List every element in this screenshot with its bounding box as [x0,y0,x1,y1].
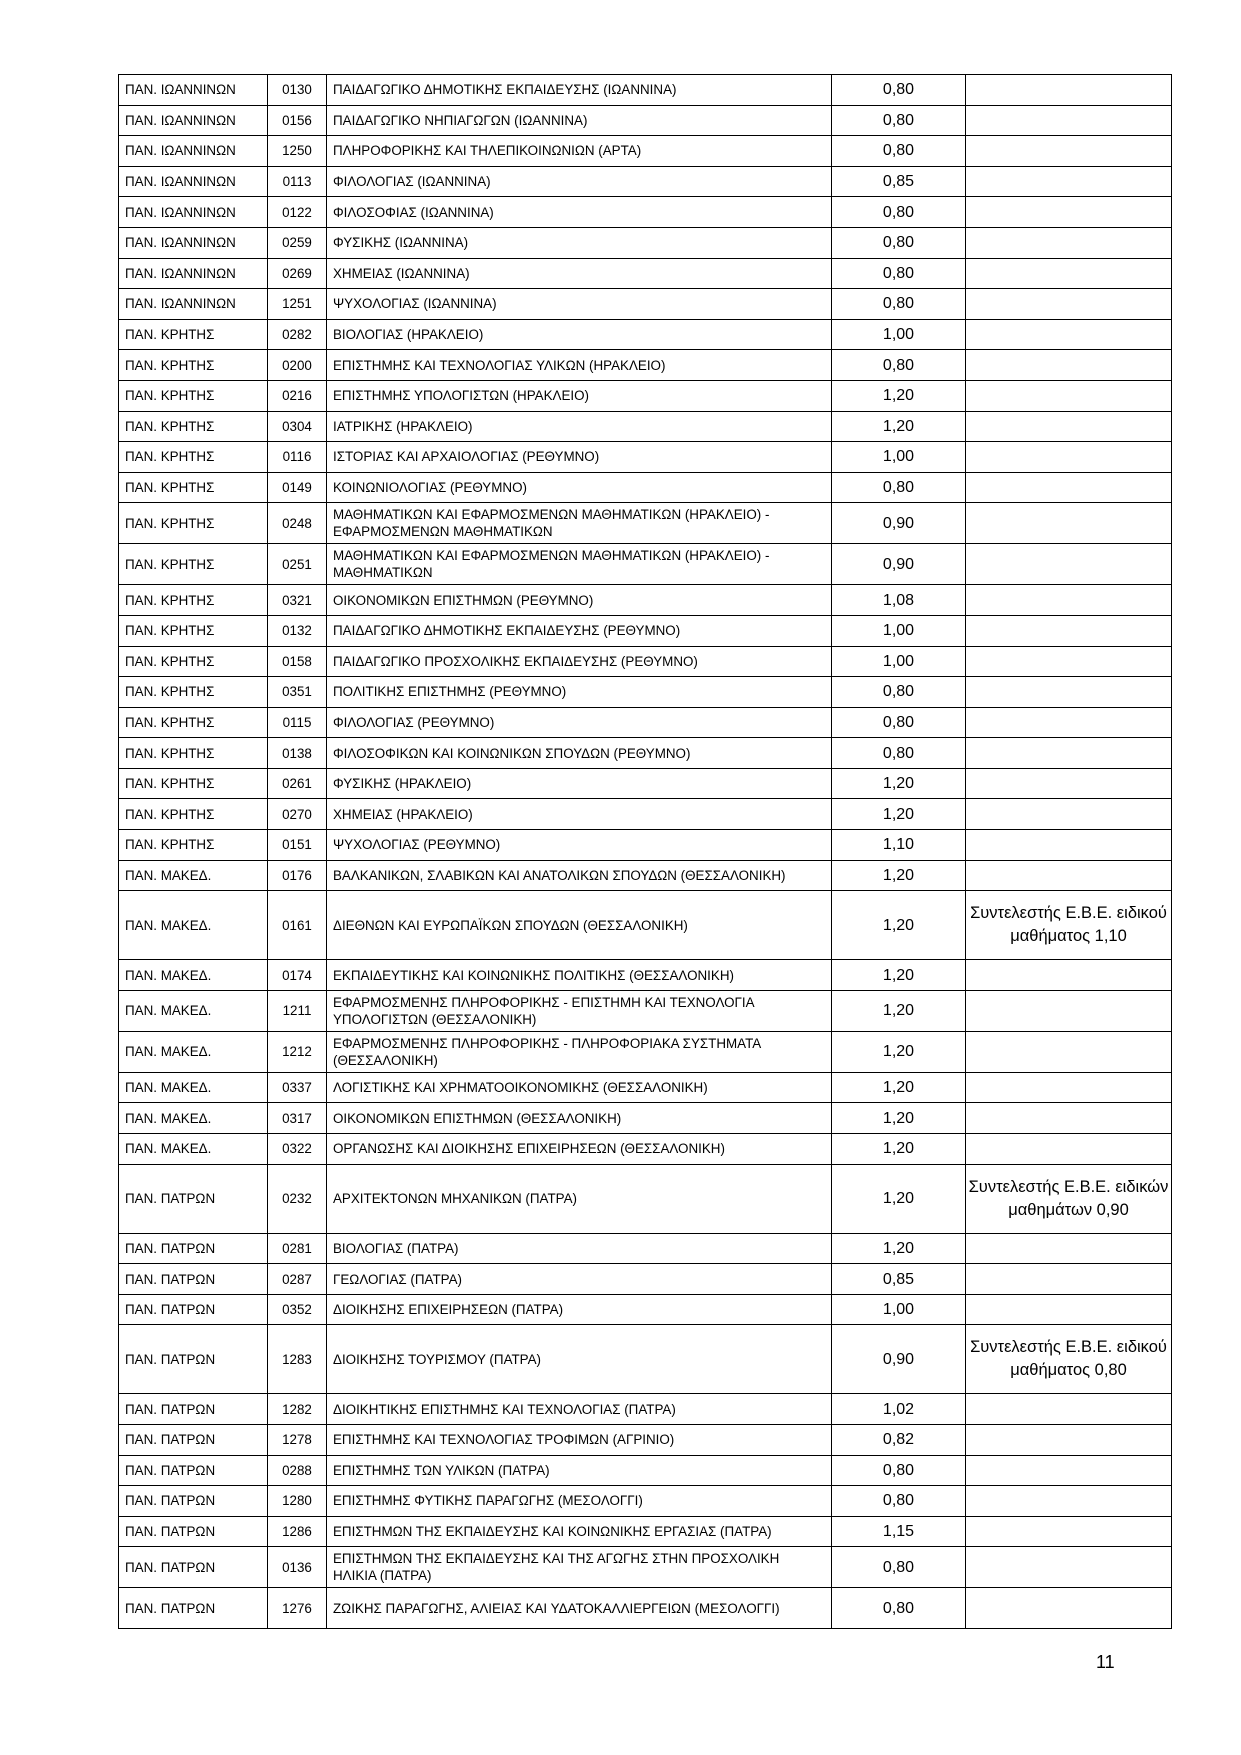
code-cell: 0174 [268,960,327,991]
table-row [119,258,1172,289]
note-cell [966,990,1172,1031]
department-cell: ΠΟΛΙΤΙΚΗΣ ΕΠΙΣΤΗΜΗΣ (ΡΕΘΥΜΝΟ) [327,677,832,708]
coefficient-cell: 1,15 [832,1516,966,1547]
note-cell [966,380,1172,411]
table-row [119,1455,1172,1486]
university-cell: ΠΑΝ. ΠΑΤΡΩΝ [119,1455,268,1486]
department-cell: ΠΑΙΔΑΓΩΓΙΚΟ ΠΡΟΣΧΟΛΙΚΗΣ ΕΚΠΑΙΔΕΥΣΗΣ (ΡΕΘΥΜΝΟ) [327,646,832,677]
university-cell: ΠΑΝ. ΚΡΗΤΗΣ [119,319,268,350]
university-cell: ΠΑΝ. ΚΡΗΤΗΣ [119,707,268,738]
coefficient-cell: 0,80 [832,707,966,738]
table-row [119,380,1172,411]
university-cell: ΠΑΝ. ΜΑΚΕΔ. [119,960,268,991]
table-row [119,1031,1172,1072]
department-cell: ΕΠΙΣΤΗΜΩΝ ΤΗΣ ΕΚΠΑΙΔΕΥΣΗΣ ΚΑΙ ΚΟΙΝΩΝΙΚΗΣ ΕΡΓΑΣΙΑΣ (ΠΑΤΡΑ) [327,1516,832,1547]
coefficient-cell: 0,82 [832,1425,966,1456]
university-cell: ΠΑΝ. ΜΑΚΕΔ. [119,990,268,1031]
code-cell: 0270 [268,799,327,830]
table-row [119,1264,1172,1295]
code-cell: 0232 [268,1164,327,1233]
note-cell [966,1516,1172,1547]
department-cell: ΜΑΘΗΜΑΤΙΚΩΝ ΚΑΙ ΕΦΑΡΜΟΣΜΕΝΩΝ ΜΑΘΗΜΑΤΙΚΩΝ (ΗΡΑΚΛΕΙΟ) - ΕΦΑΡΜΟΣΜΕΝΩΝ ΜΑΘΗΜΑΤΙΚΩΝ [327,503,832,544]
department-cell: ΛΟΓΙΣΤΙΚΗΣ ΚΑΙ ΧΡΗΜΑΤΟΟΙΚΟΝΟΜΙΚΗΣ (ΘΕΣΣΑΛΟΝΙΚΗ) [327,1072,832,1103]
code-cell: 0351 [268,677,327,708]
department-cell: ΕΠΙΣΤΗΜΗΣ ΥΠΟΛΟΓΙΣΤΩΝ (ΗΡΑΚΛΕΙΟ) [327,380,832,411]
coefficient-cell: 0,80 [832,350,966,381]
code-cell: 1280 [268,1486,327,1517]
code-cell: 0200 [268,350,327,381]
department-cell: ΧΗΜΕΙΑΣ (ΗΡΑΚΛΕΙΟ) [327,799,832,830]
document-page [118,74,1171,1629]
note-cell [966,1394,1172,1425]
coefficient-cell: 1,20 [832,799,966,830]
note-cell [966,615,1172,646]
table-row [119,1516,1172,1547]
university-cell: ΠΑΝ. ΠΑΤΡΩΝ [119,1325,268,1394]
university-cell: ΠΑΝ. ΜΑΚΕΔ. [119,1134,268,1165]
note-cell [966,1294,1172,1325]
university-cell: ΠΑΝ. ΚΡΗΤΗΣ [119,830,268,861]
department-cell: ΙΑΤΡΙΚΗΣ (ΗΡΑΚΛΕΙΟ) [327,411,832,442]
note-cell: Συντελεστής Ε.Β.Ε. ειδικού μαθήματος 1,10 [966,891,1172,960]
code-cell: 0176 [268,860,327,891]
table-row [119,1164,1172,1233]
table-row [119,615,1172,646]
department-cell: ΦΙΛΟΛΟΓΙΑΣ (ΙΩΑΝΝΙΝΑ) [327,166,832,197]
note-cell [966,646,1172,677]
code-cell: 0317 [268,1103,327,1134]
note-cell [966,830,1172,861]
table-row [119,1394,1172,1425]
code-cell: 0132 [268,615,327,646]
coefficient-cell: 1,20 [832,1072,966,1103]
code-cell: 1286 [268,1516,327,1547]
coefficient-cell: 0,80 [832,258,966,289]
department-cell: ΕΠΙΣΤΗΜΩΝ ΤΗΣ ΕΚΠΑΙΔΕΥΣΗΣ ΚΑΙ ΤΗΣ ΑΓΩΓΗΣ ΣΤΗΝ ΠΡΟΣΧΟΛΙΚΗ ΗΛΙΚΙΑ (ΠΑΤΡΑ) [327,1547,832,1588]
note-cell [966,1233,1172,1264]
note-cell [966,197,1172,228]
note-cell [966,105,1172,136]
table-row [119,1547,1172,1588]
code-cell: 0287 [268,1264,327,1295]
note-cell [966,166,1172,197]
coefficient-cell: 0,80 [832,105,966,136]
coefficient-cell: 1,20 [832,1233,966,1264]
university-cell: ΠΑΝ. ΚΡΗΤΗΣ [119,585,268,616]
code-cell: 0281 [268,1233,327,1264]
code-cell: 1211 [268,990,327,1031]
department-cell: ΔΙΕΘΝΩΝ ΚΑΙ ΕΥΡΩΠΑΪΚΩΝ ΣΠΟΥΔΩΝ (ΘΕΣΣΑΛΟΝΙΚΗ) [327,891,832,960]
coefficient-cell: 0,80 [832,197,966,228]
note-cell [966,707,1172,738]
coefficient-cell: 1,10 [832,830,966,861]
department-cell: ΕΦΑΡΜΟΣΜΕΝΗΣ ΠΛΗΡΟΦΟΡΙΚΗΣ - ΕΠΙΣΤΗΜΗ ΚΑΙ ΤΕΧΝΟΛΟΓΙΑ ΥΠΟΛΟΓΙΣΤΩΝ (ΘΕΣΣΑΛΟΝΙΚΗ) [327,990,832,1031]
university-cell: ΠΑΝ. ΙΩΑΝΝΙΝΩΝ [119,197,268,228]
code-cell: 0269 [268,258,327,289]
table-row [119,1325,1172,1394]
code-cell: 0259 [268,227,327,258]
department-cell: ΙΣΤΟΡΙΑΣ ΚΑΙ ΑΡΧΑΙΟΛΟΓΙΑΣ (ΡΕΘΥΜΝΟ) [327,442,832,473]
coefficient-cell: 1,20 [832,380,966,411]
code-cell: 0156 [268,105,327,136]
coefficient-cell: 0,80 [832,1486,966,1517]
table-row [119,105,1172,136]
coefficient-cell: 1,20 [832,960,966,991]
table-row [119,768,1172,799]
coefficient-cell: 0,80 [832,75,966,106]
university-cell: ΠΑΝ. ΠΑΤΡΩΝ [119,1425,268,1456]
university-cell: ΠΑΝ. ΙΩΑΝΝΙΝΩΝ [119,258,268,289]
note-cell [966,1134,1172,1165]
table-row [119,411,1172,442]
department-cell: ΟΡΓΑΝΩΣΗΣ ΚΑΙ ΔΙΟΙΚΗΣΗΣ ΕΠΙΧΕΙΡΗΣΕΩΝ (ΘΕΣΣΑΛΟΝΙΚΗ) [327,1134,832,1165]
table-row [119,1103,1172,1134]
university-cell: ΠΑΝ. ΚΡΗΤΗΣ [119,799,268,830]
note-cell [966,503,1172,544]
university-cell: ΠΑΝ. ΠΑΤΡΩΝ [119,1264,268,1295]
table-row [119,1233,1172,1264]
code-cell: 0304 [268,411,327,442]
coefficient-cell: 0,90 [832,544,966,585]
table-row [119,585,1172,616]
code-cell: 0288 [268,1455,327,1486]
table-row [119,1134,1172,1165]
note-cell [966,319,1172,350]
note-cell [966,227,1172,258]
note-cell [966,544,1172,585]
coefficient-cell: 0,80 [832,1588,966,1629]
code-cell: 0158 [268,646,327,677]
university-cell: ΠΑΝ. ΚΡΗΤΗΣ [119,544,268,585]
coefficient-cell: 0,85 [832,1264,966,1295]
note-cell [966,799,1172,830]
table-row [119,799,1172,830]
university-cell: ΠΑΝ. ΚΡΗΤΗΣ [119,411,268,442]
university-cell: ΠΑΝ. ΜΑΚΕΔ. [119,891,268,960]
coefficient-cell: 0,90 [832,503,966,544]
note-cell: Συντελεστής Ε.Β.Ε. ειδικών μαθημάτων 0,90 [966,1164,1172,1233]
coefficient-cell: 1,00 [832,1294,966,1325]
code-cell: 0282 [268,319,327,350]
department-cell: ΕΠΙΣΤΗΜΗΣ ΦΥΤΙΚΗΣ ΠΑΡΑΓΩΓΗΣ (ΜΕΣΟΛΟΓΓΙ) [327,1486,832,1517]
department-cell: ΦΙΛΟΛΟΓΙΑΣ (ΡΕΘΥΜΝΟ) [327,707,832,738]
department-cell: ΧΗΜΕΙΑΣ (ΙΩΑΝΝΙΝΑ) [327,258,832,289]
table-row [119,136,1172,167]
table-row [119,350,1172,381]
department-cell: ΒΙΟΛΟΓΙΑΣ (ΗΡΑΚΛΕΙΟ) [327,319,832,350]
coefficient-cell: 1,20 [832,1031,966,1072]
department-cell: ΨΥΧΟΛΟΓΙΑΣ (ΡΕΘΥΜΝΟ) [327,830,832,861]
note-cell [966,1486,1172,1517]
department-cell: ΕΚΠΑΙΔΕΥΤΙΚΗΣ ΚΑΙ ΚΟΙΝΩΝΙΚΗΣ ΠΟΛΙΤΙΚΗΣ (ΘΕΣΣΑΛΟΝΙΚΗ) [327,960,832,991]
note-cell [966,1103,1172,1134]
note-cell: Συντελεστής Ε.Β.Ε. ειδικού μαθήματος 0,80 [966,1325,1172,1394]
university-cell: ΠΑΝ. ΜΑΚΕΔ. [119,1072,268,1103]
university-cell: ΠΑΝ. ΚΡΗΤΗΣ [119,380,268,411]
coefficient-cell: 0,80 [832,289,966,320]
coefficient-cell: 0,80 [832,677,966,708]
code-cell: 1278 [268,1425,327,1456]
table-row [119,830,1172,861]
code-cell: 1282 [268,1394,327,1425]
university-cell: ΠΑΝ. ΚΡΗΤΗΣ [119,615,268,646]
table-row [119,646,1172,677]
code-cell: 1212 [268,1031,327,1072]
code-cell: 1250 [268,136,327,167]
university-cell: ΠΑΝ. ΚΡΗΤΗΣ [119,350,268,381]
code-cell: 0149 [268,472,327,503]
university-cell: ΠΑΝ. ΚΡΗΤΗΣ [119,472,268,503]
table-row [119,1486,1172,1517]
university-cell: ΠΑΝ. ΙΩΑΝΝΙΝΩΝ [119,289,268,320]
table-row [119,544,1172,585]
note-cell [966,585,1172,616]
note-cell [966,960,1172,991]
table-row [119,738,1172,769]
table-row [119,289,1172,320]
coefficient-cell: 1,20 [832,1134,966,1165]
code-cell: 0248 [268,503,327,544]
university-cell: ΠΑΝ. ΚΡΗΤΗΣ [119,768,268,799]
department-cell: ΨΥΧΟΛΟΓΙΑΣ (ΙΩΑΝΝΙΝΑ) [327,289,832,320]
code-cell: 0138 [268,738,327,769]
code-cell: 0321 [268,585,327,616]
coefficient-cell: 1,00 [832,319,966,350]
coefficient-cell: 0,80 [832,227,966,258]
university-cell: ΠΑΝ. ΙΩΑΝΝΙΝΩΝ [119,136,268,167]
note-cell [966,411,1172,442]
university-cell: ΠΑΝ. ΙΩΑΝΝΙΝΩΝ [119,166,268,197]
coefficient-cell: 1,20 [832,990,966,1031]
note-cell [966,1425,1172,1456]
university-cell: ΠΑΝ. ΙΩΑΝΝΙΝΩΝ [119,227,268,258]
coefficient-cell: 0,80 [832,738,966,769]
department-cell: ΒΑΛΚΑΝΙΚΩΝ, ΣΛΑΒΙΚΩΝ ΚΑΙ ΑΝΑΤΟΛΙΚΩΝ ΣΠΟΥΔΩΝ (ΘΕΣΣΑΛΟΝΙΚΗ) [327,860,832,891]
note-cell [966,1547,1172,1588]
code-cell: 0113 [268,166,327,197]
coefficient-cell: 1,00 [832,442,966,473]
note-cell [966,1264,1172,1295]
coefficient-cell: 1,08 [832,585,966,616]
department-cell: ΦΙΛΟΣΟΦΙΑΣ (ΙΩΑΝΝΙΝΑ) [327,197,832,228]
coefficient-cell: 1,20 [832,891,966,960]
note-cell [966,677,1172,708]
coefficient-cell: 1,00 [832,646,966,677]
coefficient-cell: 1,02 [832,1394,966,1425]
university-cell: ΠΑΝ. ΠΑΤΡΩΝ [119,1394,268,1425]
table-row [119,1072,1172,1103]
code-cell: 0261 [268,768,327,799]
table-row [119,707,1172,738]
table-row [119,1588,1172,1629]
university-cell: ΠΑΝ. ΜΑΚΕΔ. [119,860,268,891]
university-cell: ΠΑΝ. ΚΡΗΤΗΣ [119,503,268,544]
table-row [119,442,1172,473]
department-cell: ΑΡΧΙΤΕΚΤΟΝΩΝ ΜΗΧΑΝΙΚΩΝ (ΠΑΤΡΑ) [327,1164,832,1233]
coefficient-cell: 0,80 [832,136,966,167]
table-row [119,677,1172,708]
department-cell: ΜΑΘΗΜΑΤΙΚΩΝ ΚΑΙ ΕΦΑΡΜΟΣΜΕΝΩΝ ΜΑΘΗΜΑΤΙΚΩΝ (ΗΡΑΚΛΕΙΟ) - ΜΑΘΗΜΑΤΙΚΩΝ [327,544,832,585]
note-cell [966,1455,1172,1486]
code-cell: 0136 [268,1547,327,1588]
university-cell: ΠΑΝ. ΚΡΗΤΗΣ [119,738,268,769]
note-cell [966,289,1172,320]
note-cell [966,258,1172,289]
code-cell: 0337 [268,1072,327,1103]
coefficient-cell: 1,20 [832,1164,966,1233]
coefficients-table [118,74,1172,1629]
coefficient-cell: 0,80 [832,472,966,503]
university-cell: ΠΑΝ. ΚΡΗΤΗΣ [119,646,268,677]
code-cell: 0352 [268,1294,327,1325]
department-cell: ΟΙΚΟΝΟΜΙΚΩΝ ΕΠΙΣΤΗΜΩΝ (ΡΕΘΥΜΝΟ) [327,585,832,616]
coefficient-cell: 1,20 [832,768,966,799]
university-cell: ΠΑΝ. ΠΑΤΡΩΝ [119,1547,268,1588]
coefficient-cell: 0,90 [832,1325,966,1394]
department-cell: ΔΙΟΙΚΗΣΗΣ ΕΠΙΧΕΙΡΗΣΕΩΝ (ΠΑΤΡΑ) [327,1294,832,1325]
university-cell: ΠΑΝ. ΜΑΚΕΔ. [119,1103,268,1134]
table-row [119,1425,1172,1456]
department-cell: ΒΙΟΛΟΓΙΑΣ (ΠΑΤΡΑ) [327,1233,832,1264]
coefficient-cell: 0,85 [832,166,966,197]
note-cell [966,1072,1172,1103]
department-cell: ΕΠΙΣΤΗΜΗΣ ΚΑΙ ΤΕΧΝΟΛΟΓΙΑΣ ΥΛΙΚΩΝ (ΗΡΑΚΛΕΙΟ) [327,350,832,381]
department-cell: ΠΛΗΡΟΦΟΡΙΚΗΣ ΚΑΙ ΤΗΛΕΠΙΚΟΙΝΩΝΙΩΝ (ΑΡΤΑ) [327,136,832,167]
code-cell: 0216 [268,380,327,411]
table-row [119,75,1172,106]
coefficient-cell: 1,20 [832,860,966,891]
table-row [119,472,1172,503]
coefficient-cell: 1,20 [832,411,966,442]
department-cell: ΟΙΚΟΝΟΜΙΚΩΝ ΕΠΙΣΤΗΜΩΝ (ΘΕΣΣΑΛΟΝΙΚΗ) [327,1103,832,1134]
department-cell: ΔΙΟΙΚΗΤΙΚΗΣ ΕΠΙΣΤΗΜΗΣ ΚΑΙ ΤΕΧΝΟΛΟΓΙΑΣ (ΠΑΤΡΑ) [327,1394,832,1425]
note-cell [966,738,1172,769]
table-row [119,891,1172,960]
page-number: 11 [1096,1652,1115,1672]
coefficient-cell: 0,80 [832,1547,966,1588]
department-cell: ΕΦΑΡΜΟΣΜΕΝΗΣ ΠΛΗΡΟΦΟΡΙΚΗΣ - ΠΛΗΡΟΦΟΡΙΑΚΑ ΣΥΣΤΗΜΑΤΑ (ΘΕΣΣΑΛΟΝΙΚΗ) [327,1031,832,1072]
university-cell: ΠΑΝ. ΠΑΤΡΩΝ [119,1588,268,1629]
university-cell: ΠΑΝ. ΙΩΑΝΝΙΝΩΝ [119,75,268,106]
university-cell: ΠΑΝ. ΚΡΗΤΗΣ [119,677,268,708]
code-cell: 0322 [268,1134,327,1165]
department-cell: ΠΑΙΔΑΓΩΓΙΚΟ ΔΗΜΟΤΙΚΗΣ ΕΚΠΑΙΔΕΥΣΗΣ (ΡΕΘΥΜΝΟ) [327,615,832,646]
table-row [119,503,1172,544]
department-cell: ΕΠΙΣΤΗΜΗΣ ΤΩΝ ΥΛΙΚΩΝ (ΠΑΤΡΑ) [327,1455,832,1486]
department-cell: ΦΙΛΟΣΟΦΙΚΩΝ ΚΑΙ ΚΟΙΝΩΝΙΚΩΝ ΣΠΟΥΔΩΝ (ΡΕΘΥΜΝΟ) [327,738,832,769]
department-cell: ΔΙΟΙΚΗΣΗΣ ΤΟΥΡΙΣΜΟΥ (ΠΑΤΡΑ) [327,1325,832,1394]
code-cell: 1251 [268,289,327,320]
note-cell [966,768,1172,799]
university-cell: ΠΑΝ. ΠΑΤΡΩΝ [119,1486,268,1517]
coefficient-cell: 1,00 [832,615,966,646]
note-cell [966,472,1172,503]
code-cell: 0122 [268,197,327,228]
note-cell [966,350,1172,381]
university-cell: ΠΑΝ. ΠΑΤΡΩΝ [119,1233,268,1264]
department-cell: ΕΠΙΣΤΗΜΗΣ ΚΑΙ ΤΕΧΝΟΛΟΓΙΑΣ ΤΡΟΦΙΜΩΝ (ΑΓΡΙΝΙΟ) [327,1425,832,1456]
code-cell: 0130 [268,75,327,106]
code-cell: 0115 [268,707,327,738]
university-cell: ΠΑΝ. ΙΩΑΝΝΙΝΩΝ [119,105,268,136]
note-cell [966,136,1172,167]
university-cell: ΠΑΝ. ΠΑΤΡΩΝ [119,1516,268,1547]
department-cell: ΦΥΣΙΚΗΣ (ΗΡΑΚΛΕΙΟ) [327,768,832,799]
university-cell: ΠΑΝ. ΠΑΤΡΩΝ [119,1164,268,1233]
note-cell [966,1031,1172,1072]
note-cell [966,442,1172,473]
table-row [119,319,1172,350]
coefficient-cell: 1,20 [832,1103,966,1134]
code-cell: 1283 [268,1325,327,1394]
table-row [119,166,1172,197]
department-cell: ΚΟΙΝΩΝΙΟΛΟΓΙΑΣ (ΡΕΘΥΜΝΟ) [327,472,832,503]
department-cell: ΠΑΙΔΑΓΩΓΙΚΟ ΔΗΜΟΤΙΚΗΣ ΕΚΠΑΙΔΕΥΣΗΣ (ΙΩΑΝΝΙΝΑ) [327,75,832,106]
department-cell: ΠΑΙΔΑΓΩΓΙΚΟ ΝΗΠΙΑΓΩΓΩΝ (ΙΩΑΝΝΙΝΑ) [327,105,832,136]
note-cell [966,75,1172,106]
table-row [119,227,1172,258]
university-cell: ΠΑΝ. ΠΑΤΡΩΝ [119,1294,268,1325]
department-cell: ΖΩΙΚΗΣ ΠΑΡΑΓΩΓΗΣ, ΑΛΙΕΙΑΣ ΚΑΙ ΥΔΑΤΟΚΑΛΛΙΕΡΓΕΙΩΝ (ΜΕΣΟΛΟΓΓΙ) [327,1588,832,1629]
coefficient-cell: 0,80 [832,1455,966,1486]
note-cell [966,860,1172,891]
table-row [119,860,1172,891]
university-cell: ΠΑΝ. ΚΡΗΤΗΣ [119,442,268,473]
table-row [119,960,1172,991]
code-cell: 0251 [268,544,327,585]
table-row [119,1294,1172,1325]
department-cell: ΓΕΩΛΟΓΙΑΣ (ΠΑΤΡΑ) [327,1264,832,1295]
table-body [119,75,1172,1629]
code-cell: 1276 [268,1588,327,1629]
table-row [119,990,1172,1031]
table-row [119,197,1172,228]
note-cell [966,1588,1172,1629]
code-cell: 0151 [268,830,327,861]
code-cell: 0116 [268,442,327,473]
code-cell: 0161 [268,891,327,960]
department-cell: ΦΥΣΙΚΗΣ (ΙΩΑΝΝΙΝΑ) [327,227,832,258]
university-cell: ΠΑΝ. ΜΑΚΕΔ. [119,1031,268,1072]
